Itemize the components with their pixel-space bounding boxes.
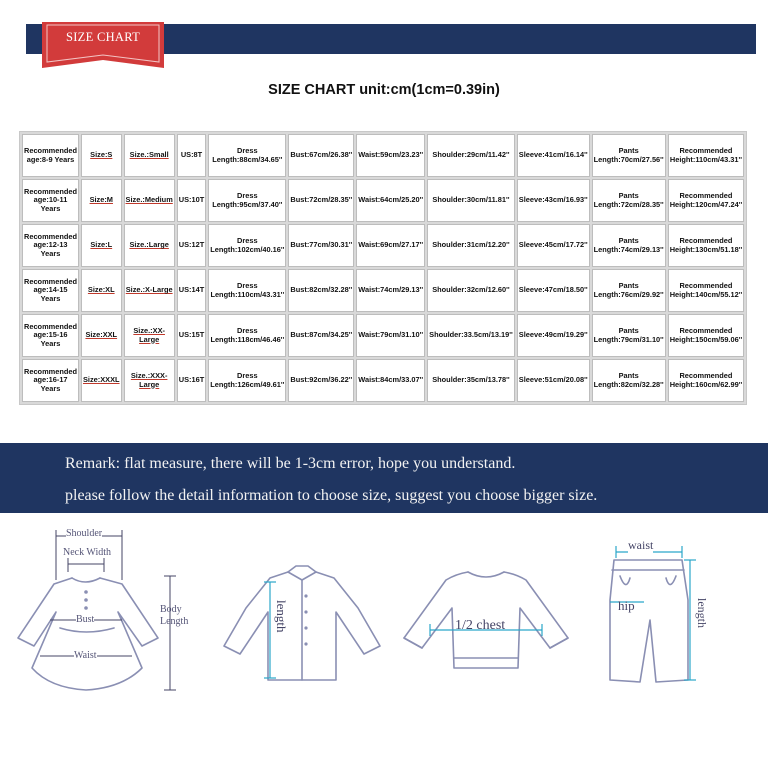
- table-cell: [427, 314, 515, 357]
- remark-line-2: please follow the detail information to choose size, suggest you choose bigger size.: [65, 487, 598, 504]
- body-length-label: Body Length: [160, 604, 189, 627]
- table-cell: [81, 359, 122, 402]
- table-cell-text: Shoulder:33.5cm/13.19'': [429, 330, 513, 340]
- shoulder-label: Shoulder: [66, 528, 103, 539]
- table-cell-text: Size.:X-Large: [125, 285, 173, 295]
- pants-icon: [590, 520, 760, 710]
- table-cell: [427, 224, 515, 267]
- table-cell-text: Waist:74cm/29.13'': [358, 285, 424, 295]
- table-cell: [592, 224, 666, 267]
- table-cell: [592, 179, 666, 222]
- chart-title: SIZE CHART unit:cm(1cm=0.39in): [268, 82, 500, 98]
- half-chest-label: 1/2 chest: [455, 618, 506, 633]
- table-cell: [427, 269, 515, 312]
- table-cell-text: Waist:64cm/25.20'': [358, 195, 424, 205]
- table-row: [22, 314, 744, 357]
- table-cell: [517, 134, 590, 177]
- table-cell-text: Bust:77cm/30.31'': [290, 240, 353, 250]
- table-cell: [592, 359, 666, 402]
- table-cell-text: Size:M: [89, 195, 113, 205]
- table-cell-text: Bust:87cm/34.25'': [290, 330, 353, 340]
- table-cell: [668, 269, 745, 312]
- table-cell: [427, 134, 515, 177]
- table-cell-text: Recommended Height:150cm/59.06'': [669, 325, 743, 344]
- table-cell: [22, 134, 79, 177]
- table-cell-text: Sleeve:47cm/18.50'': [518, 285, 588, 295]
- pants-length-label: length: [695, 598, 709, 628]
- pants-diagram: [590, 520, 760, 710]
- remark-line-1: Remark: flat measure, there will be 1-3cm error, hope you understand.: [65, 455, 516, 472]
- table-cell-text: Sleeve:51cm/20.08'': [518, 375, 588, 385]
- table-cell: [427, 359, 515, 402]
- table-cell-text: Dress Length:110cm/43.31'': [210, 280, 285, 299]
- table-cell-text: Size.:Small: [129, 150, 169, 160]
- table-cell-text: Pants Length:72cm/28.35'': [593, 190, 664, 209]
- table-cell-text: Recommended age:8-9 Years: [24, 145, 77, 164]
- table-cell-text: Bust:82cm/32.28'': [290, 285, 353, 295]
- table-cell: [208, 314, 286, 357]
- table-cell-text: Sleeve:45cm/17.72'': [518, 240, 588, 250]
- shirt-icon: [218, 520, 388, 710]
- table-cell-text: Dress Length:126cm/49.61'': [210, 370, 285, 389]
- table-cell-text: Recommended age:16-17 Years: [24, 366, 77, 393]
- table-cell-text: Pants Length:70cm/27.56'': [593, 145, 664, 164]
- table-cell: [22, 269, 79, 312]
- table-cell-text: Bust:72cm/28.35'': [290, 195, 353, 205]
- table-cell: [356, 224, 425, 267]
- table-cell: [356, 359, 425, 402]
- table-cell: [517, 359, 590, 402]
- table-cell: [124, 134, 175, 177]
- table-cell: [288, 179, 354, 222]
- table-cell: [124, 224, 175, 267]
- table-cell: [668, 359, 745, 402]
- table-row: [22, 269, 744, 312]
- table-cell: [592, 269, 666, 312]
- table-cell: [81, 134, 122, 177]
- table-cell-text: Recommended Height:160cm/62.99'': [669, 370, 743, 389]
- size-table: [19, 131, 747, 405]
- dress-diagram: [10, 520, 210, 710]
- table-cell: [22, 224, 79, 267]
- table-cell-text: Size.:XX-Large: [133, 325, 165, 344]
- table-cell-text: Pants Length:74cm/29.13'': [593, 235, 664, 254]
- table-cell-text: Size:XXL: [85, 330, 118, 340]
- table-cell-text: Shoulder:29cm/11.42'': [432, 150, 510, 160]
- table-cell: [177, 179, 206, 222]
- table-cell-text: US:14T: [178, 285, 205, 295]
- sweater-diagram: [396, 520, 576, 710]
- table-cell: [177, 269, 206, 312]
- table-cell: [81, 269, 122, 312]
- table-cell: [356, 314, 425, 357]
- table-cell: [22, 359, 79, 402]
- table-cell-text: US:10T: [178, 195, 205, 205]
- table-cell: [288, 269, 354, 312]
- table-cell: [177, 314, 206, 357]
- pants-hip-label: hip: [618, 598, 635, 613]
- table-cell-text: Size.:XXX-Large: [130, 370, 168, 389]
- table-cell-text: Sleeve:41cm/16.14'': [518, 150, 588, 160]
- table-cell-text: Recommended age:15-16 Years: [24, 321, 77, 348]
- table-cell-text: US:8T: [180, 150, 203, 160]
- table-cell: [22, 179, 79, 222]
- table-cell-text: Waist:69cm/27.17'': [358, 240, 424, 250]
- table-cell: [592, 314, 666, 357]
- table-cell: [208, 134, 286, 177]
- table-cell: [81, 224, 122, 267]
- table-cell: [22, 314, 79, 357]
- table-cell: [356, 179, 425, 222]
- bust-label: Bust: [76, 614, 95, 625]
- table-cell-text: Size:XXXL: [82, 375, 120, 385]
- table-cell: [517, 314, 590, 357]
- table-cell: [208, 269, 286, 312]
- table-cell: [208, 224, 286, 267]
- table-cell: [124, 179, 175, 222]
- table-cell: [668, 179, 745, 222]
- size-table-body: [22, 134, 744, 402]
- table-cell: [288, 134, 354, 177]
- table-cell-text: Sleeve:49cm/19.29'': [518, 330, 588, 340]
- table-cell-text: Recommended Height:120cm/47.24'': [669, 190, 743, 209]
- table-cell-text: Shoulder:35cm/13.78'': [432, 375, 510, 385]
- table-cell: [668, 224, 745, 267]
- size-table-wrapper: [19, 131, 747, 405]
- table-cell-text: US:15T: [178, 330, 205, 340]
- table-cell-text: Size.:Medium: [125, 195, 173, 205]
- table-cell: [356, 269, 425, 312]
- table-cell-text: Recommended age:14-15 Years: [24, 276, 77, 303]
- table-cell-text: Size.:Large: [129, 240, 169, 250]
- table-cell-text: Pants Length:82cm/32.28'': [593, 370, 664, 389]
- table-cell-text: US:12T: [178, 240, 205, 250]
- table-cell: [668, 134, 745, 177]
- table-cell: [517, 179, 590, 222]
- table-cell-text: Dress Length:102cm/40.16'': [210, 235, 285, 254]
- table-cell-text: Waist:84cm/33.07'': [358, 375, 424, 385]
- table-cell-text: Pants Length:79cm/31.10'': [593, 325, 664, 344]
- tag-label: SIZE CHART: [65, 30, 141, 44]
- table-cell-text: Waist:79cm/31.10'': [358, 330, 424, 340]
- table-cell-text: Shoulder:30cm/11.81'': [432, 195, 510, 205]
- table-cell-text: Dress Length:118cm/46.46'': [210, 325, 285, 344]
- table-cell: [124, 314, 175, 357]
- table-cell-text: Recommended Height:140cm/55.12'': [669, 280, 743, 299]
- table-cell: [288, 314, 354, 357]
- table-cell-text: Pants Length:76cm/29.92'': [593, 280, 664, 299]
- table-cell: [427, 179, 515, 222]
- table-cell: [81, 314, 122, 357]
- table-cell-text: Sleeve:43cm/16.93'': [518, 195, 588, 205]
- shirt-diagram: [218, 520, 388, 710]
- size-chart-tag: [42, 22, 164, 70]
- table-row: [22, 134, 744, 177]
- table-cell: [288, 224, 354, 267]
- table-cell: [124, 359, 175, 402]
- table-cell-text: Recommended Height:130cm/51.18'': [669, 235, 743, 254]
- table-cell: [81, 179, 122, 222]
- table-cell: [124, 269, 175, 312]
- table-row: [22, 224, 744, 267]
- table-cell: [517, 269, 590, 312]
- table-cell: [208, 179, 286, 222]
- table-cell: [288, 359, 354, 402]
- table-row: [22, 179, 744, 222]
- table-cell-text: Size:XL: [87, 285, 115, 295]
- table-cell-text: Recommended Height:110cm/43.31'': [669, 145, 742, 164]
- table-cell-text: Waist:59cm/23.23'': [358, 150, 424, 160]
- table-cell: [517, 224, 590, 267]
- table-cell-text: Dress Length:95cm/37.40'': [212, 190, 283, 209]
- table-cell-text: Bust:67cm/26.38'': [290, 150, 353, 160]
- table-cell: [356, 134, 425, 177]
- neck-width-label: Neck Width: [63, 547, 112, 558]
- table-cell: [177, 224, 206, 267]
- table-cell-text: Shoulder:32cm/12.60'': [432, 285, 510, 295]
- table-cell: [177, 359, 206, 402]
- table-cell-text: Size:L: [90, 240, 113, 250]
- table-cell-text: Recommended age:12-13 Years: [24, 231, 77, 258]
- shirt-length-label: length: [274, 600, 289, 633]
- table-row: [22, 359, 744, 402]
- table-cell-text: Recommended age:10-11 Years: [24, 186, 77, 213]
- table-cell-text: Shoulder:31cm/12.20'': [432, 240, 510, 250]
- table-cell-text: Bust:92cm/36.22'': [290, 375, 353, 385]
- sweater-icon: [396, 520, 576, 710]
- table-cell-text: Dress Length:88cm/34.65'': [212, 145, 283, 164]
- table-cell: [208, 359, 286, 402]
- pants-waist-label: waist: [628, 538, 654, 552]
- table-cell-text: US:16T: [178, 375, 205, 385]
- table-cell: [592, 134, 666, 177]
- table-cell: [668, 314, 745, 357]
- table-cell-text: Size:S: [90, 150, 113, 160]
- table-cell: [177, 134, 206, 177]
- waist-label: Waist: [74, 650, 97, 661]
